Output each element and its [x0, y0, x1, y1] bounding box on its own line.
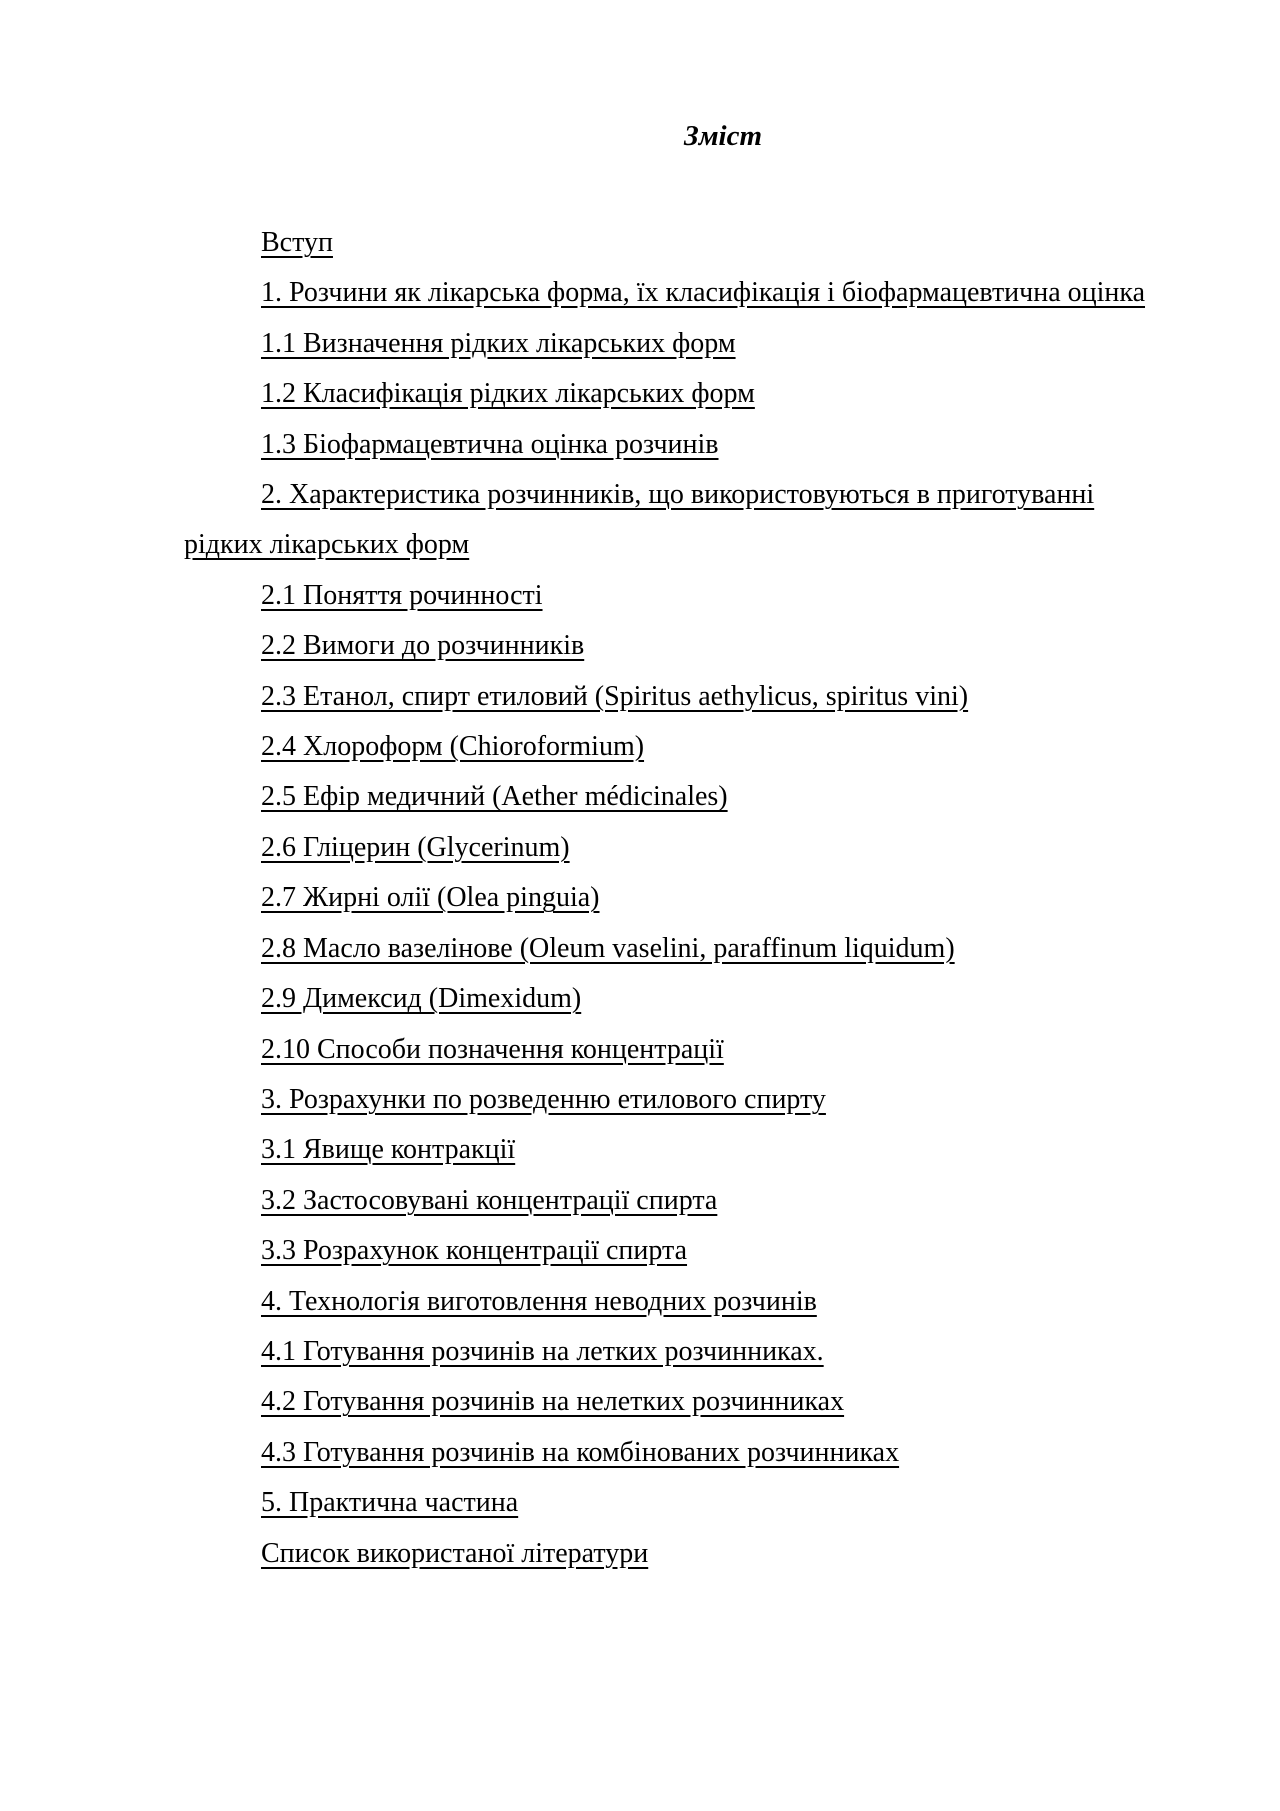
- toc-link-section-1-1[interactable]: 1.1 Визначення рідких лікарських форм: [261, 327, 736, 359]
- toc-item: [184, 1377, 1174, 1427]
- toc-link-section-3[interactable]: 3. Розрахунки по розведенню етилового спирту: [261, 1083, 826, 1115]
- toc-link-section-2-2[interactable]: 2.2 Вимоги до розчинників: [261, 630, 585, 662]
- toc-link-section-3-1[interactable]: 3.1 Явище контракції: [261, 1134, 516, 1166]
- toc-link-section-4-2[interactable]: 4.2 Готування розчинів на нелетких розчинниках: [261, 1386, 845, 1418]
- toc-link-references[interactable]: Список використаної літератури: [261, 1537, 649, 1569]
- toc-item: [184, 1226, 1174, 1276]
- toc-link-intro[interactable]: Вступ: [261, 227, 333, 258]
- toc-item: [184, 823, 1174, 873]
- toc-link-section-5[interactable]: 5. Практична частина: [261, 1487, 519, 1519]
- toc-item: [184, 470, 1174, 571]
- toc-item: [184, 974, 1174, 1024]
- toc-item: [184, 1529, 1174, 1579]
- toc-link-section-1[interactable]: 1. Розчини як лікарська форма, їх класифікація і біофармацевтична оцінка: [261, 277, 1146, 309]
- toc-item: [184, 1176, 1174, 1226]
- toc-link-section-4-3[interactable]: 4.3 Готування розчинів на комбінованих розчинниках: [261, 1436, 900, 1468]
- toc-item: [184, 772, 1174, 822]
- toc-link-section-1-3[interactable]: 1.3 Біофармацевтична оцінка розчинів: [261, 428, 719, 460]
- toc-link-section-2-10[interactable]: 2.10 Способи позначення концентрації: [261, 1033, 724, 1065]
- toc-item: [184, 924, 1174, 974]
- page-title: Зміст: [683, 120, 763, 152]
- toc-item: [184, 1277, 1174, 1327]
- toc-link-section-3-2[interactable]: 3.2 Застосовувані концентрації спирта: [261, 1184, 718, 1216]
- toc-item: [184, 420, 1174, 470]
- toc-link-section-2[interactable]: 2. Характеристика розчинників, що використовуються в приготуванні рідких лікарських форм: [184, 479, 1095, 561]
- toc-link-section-2-1[interactable]: 2.1 Поняття рочинності: [261, 579, 543, 611]
- toc-link-section-2-8[interactable]: 2.8 Масло вазелінове (Oleum vaselini, paraffinum liquidum): [261, 932, 955, 964]
- toc-item: [184, 1125, 1174, 1175]
- toc-item: [184, 873, 1174, 923]
- toc-link-section-2-3[interactable]: 2.3 Етанол, спирт етиловий (Spiritus aethylicus, spiritus vini): [261, 680, 969, 712]
- table-of-contents: [184, 218, 1174, 1579]
- toc-item: [184, 1025, 1174, 1075]
- toc-link-section-1-2[interactable]: 1.2 Класифікація рідких лікарських форм: [261, 378, 755, 410]
- toc-item: [184, 218, 1174, 268]
- toc-item: [184, 1075, 1174, 1125]
- toc-item: [184, 369, 1174, 419]
- toc-item: [184, 672, 1174, 722]
- toc-link-section-3-3[interactable]: 3.3 Розрахунок концентрації спирта: [261, 1235, 688, 1267]
- toc-item: [184, 621, 1174, 671]
- toc-link-section-2-5[interactable]: 2.5 Ефір медичний (Aether médicinales): [261, 781, 728, 813]
- toc-link-section-4-1[interactable]: 4.1 Готування розчинів на летких розчинниках.: [261, 1335, 824, 1367]
- toc-item: [184, 722, 1174, 772]
- toc-item: [184, 1327, 1174, 1377]
- toc-link-section-2-6[interactable]: 2.6 Гліцерин (Glycerinum): [261, 831, 570, 863]
- toc-item: [184, 1478, 1174, 1528]
- toc-item: [184, 571, 1174, 621]
- toc-link-section-2-4[interactable]: 2.4 Хлороформ (Chioroformium): [261, 731, 645, 763]
- toc-item: [184, 1428, 1174, 1478]
- toc-item: [184, 268, 1174, 318]
- toc-link-section-2-7[interactable]: 2.7 Жирні олії (Olea pinguia): [261, 882, 600, 914]
- toc-link-section-2-9[interactable]: 2.9 Димексид (Dimexidum): [261, 983, 582, 1015]
- toc-item: [184, 319, 1174, 369]
- toc-link-section-4[interactable]: 4. Технологія виготовлення неводних розчинів: [261, 1285, 817, 1317]
